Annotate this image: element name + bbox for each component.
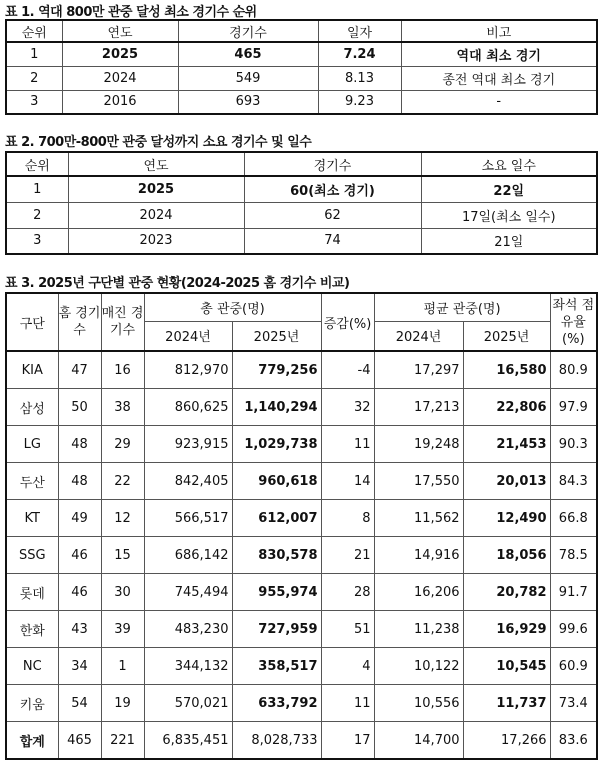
cell-avg-2024: 14,916 xyxy=(374,537,463,574)
cell-avg-2024: 17,550 xyxy=(374,463,463,500)
cell-sellouts: 16 xyxy=(101,351,144,389)
cell-total-2024: 6,835,451 xyxy=(144,722,232,760)
table3-caption: 표 3. 2025년 구단별 관중 현황(2024-2025 홈 경기수 비교) xyxy=(5,276,350,291)
table-row xyxy=(6,574,597,611)
cell-date: 9.23 xyxy=(318,90,401,114)
header-year: 연도 xyxy=(68,152,244,176)
cell-rank: 1 xyxy=(6,42,62,66)
cell-change: 28 xyxy=(321,574,374,611)
header-date: 일자 xyxy=(318,20,401,42)
cell-total-2025: 358,517 xyxy=(232,648,321,685)
cell-days: 21일 xyxy=(421,228,597,254)
cell-team: 삼성 xyxy=(6,389,58,426)
cell-avg-2025: 16,929 xyxy=(463,611,550,648)
cell-occupancy: 80.9 xyxy=(550,351,597,389)
cell-sellouts: 29 xyxy=(101,426,144,463)
cell-avg-2025: 10,545 xyxy=(463,648,550,685)
header-team: 구단 xyxy=(6,293,58,351)
cell-total-2024: 483,230 xyxy=(144,611,232,648)
cell-total-2025: 633,792 xyxy=(232,685,321,722)
cell-occupancy: 99.6 xyxy=(550,611,597,648)
table-total-row xyxy=(6,722,597,760)
cell-home-games: 54 xyxy=(58,685,101,722)
cell-team: 합계 xyxy=(6,722,58,760)
cell-occupancy: 66.8 xyxy=(550,500,597,537)
cell-occupancy: 90.3 xyxy=(550,426,597,463)
header-year: 연도 xyxy=(62,20,178,42)
cell-sellouts: 30 xyxy=(101,574,144,611)
cell-team: 키움 xyxy=(6,685,58,722)
cell-total-2025: 955,974 xyxy=(232,574,321,611)
cell-home-games: 43 xyxy=(58,611,101,648)
table1-min-games-8m xyxy=(5,19,598,115)
cell-avg-2024: 16,206 xyxy=(374,574,463,611)
cell-team: LG xyxy=(6,426,58,463)
cell-team: 한화 xyxy=(6,611,58,648)
cell-total-2025: 8,028,733 xyxy=(232,722,321,760)
table-row xyxy=(6,426,597,463)
table-row xyxy=(6,202,597,228)
cell-avg-2025: 21,453 xyxy=(463,426,550,463)
cell-year: 2025 xyxy=(68,176,244,202)
cell-total-2025: 1,140,294 xyxy=(232,389,321,426)
cell-sellouts: 19 xyxy=(101,685,144,722)
table-row xyxy=(6,351,597,389)
cell-games: 60(최소 경기) xyxy=(244,176,421,202)
cell-total-2024: 344,132 xyxy=(144,648,232,685)
cell-total-2025: 727,959 xyxy=(232,611,321,648)
cell-total-2024: 745,494 xyxy=(144,574,232,611)
cell-team: NC xyxy=(6,648,58,685)
cell-note: 종전 역대 최소 경기 xyxy=(401,66,597,90)
cell-change: 14 xyxy=(321,463,374,500)
table-row xyxy=(6,66,597,90)
cell-sellouts: 15 xyxy=(101,537,144,574)
cell-avg-2024: 17,297 xyxy=(374,351,463,389)
cell-avg-2024: 11,238 xyxy=(374,611,463,648)
cell-avg-2025: 16,580 xyxy=(463,351,550,389)
cell-avg-2025: 20,782 xyxy=(463,574,550,611)
cell-home-games: 46 xyxy=(58,574,101,611)
cell-note: - xyxy=(401,90,597,114)
cell-change: 11 xyxy=(321,426,374,463)
header-total-attendance: 총 관중(명) xyxy=(144,293,321,321)
cell-total-2024: 570,021 xyxy=(144,685,232,722)
cell-total-2024: 686,142 xyxy=(144,537,232,574)
cell-change: 21 xyxy=(321,537,374,574)
table-row xyxy=(6,500,597,537)
cell-total-2025: 1,029,738 xyxy=(232,426,321,463)
cell-games: 74 xyxy=(244,228,421,254)
header-home-games: 홈 경기수 xyxy=(58,293,101,351)
cell-home-games: 47 xyxy=(58,351,101,389)
table-row xyxy=(6,176,597,202)
cell-rank: 2 xyxy=(6,202,68,228)
header-rank: 순위 xyxy=(6,20,62,42)
cell-year: 2024 xyxy=(68,202,244,228)
cell-total-2025: 612,007 xyxy=(232,500,321,537)
cell-team: KT xyxy=(6,500,58,537)
table-row xyxy=(6,463,597,500)
cell-date: 8.13 xyxy=(318,66,401,90)
cell-change: 4 xyxy=(321,648,374,685)
cell-days: 22일 xyxy=(421,176,597,202)
header-days: 소요 일수 xyxy=(421,152,597,176)
cell-change: 11 xyxy=(321,685,374,722)
cell-occupancy: 91.7 xyxy=(550,574,597,611)
cell-total-2024: 923,915 xyxy=(144,426,232,463)
cell-total-2024: 566,517 xyxy=(144,500,232,537)
cell-total-2025: 960,618 xyxy=(232,463,321,500)
cell-avg-2024: 10,556 xyxy=(374,685,463,722)
table-row xyxy=(6,611,597,648)
table-row xyxy=(6,90,597,114)
table2-days-7m-8m xyxy=(5,151,598,255)
cell-change: 8 xyxy=(321,500,374,537)
table-row xyxy=(6,42,597,66)
cell-sellouts: 39 xyxy=(101,611,144,648)
header-sellouts: 매진 경기수 xyxy=(101,293,144,351)
cell-sellouts: 221 xyxy=(101,722,144,760)
cell-occupancy: 97.9 xyxy=(550,389,597,426)
cell-games: 549 xyxy=(178,66,318,90)
cell-team: SSG xyxy=(6,537,58,574)
cell-sellouts: 12 xyxy=(101,500,144,537)
header-total-2024: 2024년 xyxy=(144,321,232,351)
cell-sellouts: 38 xyxy=(101,389,144,426)
table3-team-attendance xyxy=(5,292,598,760)
cell-team: KIA xyxy=(6,351,58,389)
cell-games: 693 xyxy=(178,90,318,114)
cell-home-games: 49 xyxy=(58,500,101,537)
cell-total-2025: 779,256 xyxy=(232,351,321,389)
table2-caption: 표 2. 700만-800만 관중 달성까지 소요 경기수 및 일수 xyxy=(5,135,312,150)
cell-home-games: 50 xyxy=(58,389,101,426)
cell-avg-2024: 11,562 xyxy=(374,500,463,537)
cell-year: 2023 xyxy=(68,228,244,254)
header-games: 경기수 xyxy=(244,152,421,176)
cell-year: 2016 xyxy=(62,90,178,114)
cell-sellouts: 1 xyxy=(101,648,144,685)
cell-avg-2025: 17,266 xyxy=(463,722,550,760)
cell-note: 역대 최소 경기 xyxy=(401,42,597,66)
header-occupancy: 좌석 점유율 (%) xyxy=(550,293,597,351)
cell-occupancy: 83.6 xyxy=(550,722,597,760)
cell-change: 51 xyxy=(321,611,374,648)
cell-total-2025: 830,578 xyxy=(232,537,321,574)
cell-total-2024: 842,405 xyxy=(144,463,232,500)
header-games: 경기수 xyxy=(178,20,318,42)
cell-year: 2025 xyxy=(62,42,178,66)
cell-games: 465 xyxy=(178,42,318,66)
header-note: 비고 xyxy=(401,20,597,42)
cell-home-games: 46 xyxy=(58,537,101,574)
header-avg-2024: 2024년 xyxy=(374,321,463,351)
cell-avg-2025: 11,737 xyxy=(463,685,550,722)
cell-total-2024: 812,970 xyxy=(144,351,232,389)
cell-change: -4 xyxy=(321,351,374,389)
cell-sellouts: 22 xyxy=(101,463,144,500)
cell-date: 7.24 xyxy=(318,42,401,66)
cell-change: 32 xyxy=(321,389,374,426)
cell-avg-2025: 18,056 xyxy=(463,537,550,574)
header-avg-2025: 2025년 xyxy=(463,321,550,351)
cell-change: 17 xyxy=(321,722,374,760)
header-avg-attendance: 평균 관중(명) xyxy=(374,293,550,321)
cell-rank: 3 xyxy=(6,90,62,114)
table-row xyxy=(6,228,597,254)
cell-occupancy: 60.9 xyxy=(550,648,597,685)
header-total-2025: 2025년 xyxy=(232,321,321,351)
cell-home-games: 48 xyxy=(58,426,101,463)
table-row xyxy=(6,389,597,426)
cell-rank: 2 xyxy=(6,66,62,90)
header-change: 증감(%) xyxy=(321,293,374,351)
cell-team: 롯데 xyxy=(6,574,58,611)
cell-team: 두산 xyxy=(6,463,58,500)
table-row xyxy=(6,685,597,722)
header-rank: 순위 xyxy=(6,152,68,176)
cell-home-games: 48 xyxy=(58,463,101,500)
cell-home-games: 34 xyxy=(58,648,101,685)
table-row xyxy=(6,648,597,685)
cell-rank: 1 xyxy=(6,176,68,202)
cell-occupancy: 78.5 xyxy=(550,537,597,574)
cell-avg-2025: 12,490 xyxy=(463,500,550,537)
cell-occupancy: 84.3 xyxy=(550,463,597,500)
cell-avg-2024: 17,213 xyxy=(374,389,463,426)
cell-rank: 3 xyxy=(6,228,68,254)
cell-year: 2024 xyxy=(62,66,178,90)
cell-games: 62 xyxy=(244,202,421,228)
cell-occupancy: 73.4 xyxy=(550,685,597,722)
cell-days: 17일(최소 일수) xyxy=(421,202,597,228)
cell-avg-2025: 20,013 xyxy=(463,463,550,500)
cell-avg-2024: 10,122 xyxy=(374,648,463,685)
table1-caption: 표 1. 역대 800만 관중 달성 최소 경기수 순위 xyxy=(5,5,257,20)
cell-avg-2024: 14,700 xyxy=(374,722,463,760)
table-row xyxy=(6,537,597,574)
cell-avg-2025: 22,806 xyxy=(463,389,550,426)
cell-home-games: 465 xyxy=(58,722,101,760)
cell-avg-2024: 19,248 xyxy=(374,426,463,463)
cell-total-2024: 860,625 xyxy=(144,389,232,426)
